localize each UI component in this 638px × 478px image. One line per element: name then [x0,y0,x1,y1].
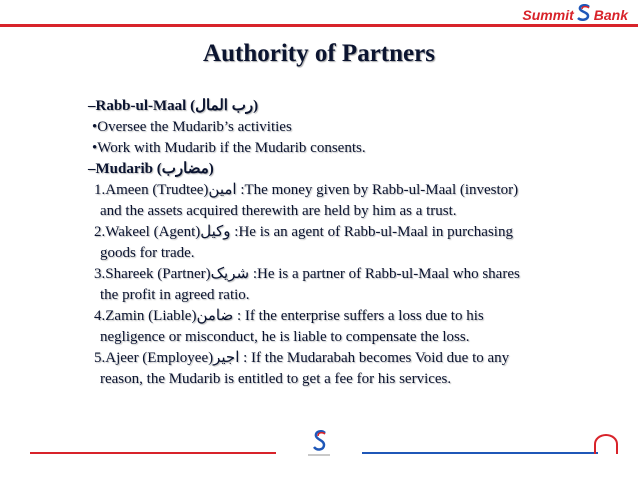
summit-s-icon [576,4,592,25]
slide-title: Authority of Partners [203,40,435,67]
list-item: 1.Ameen (Trudtee)امين :The money given by Rabb-ul-Maal (investor) [94,182,519,198]
list-item: 4.Zamin (Liable)ضامن : If the enterprise suffers a loss due to his [94,308,484,324]
footer-logo-caption [308,454,330,456]
slide-body [88,96,608,390]
footer-red-rule [30,452,276,454]
corner-arc-decoration [594,434,618,454]
heading-mudarib: –Mudarib (مضارب) [88,161,214,177]
list-item-continuation: goods for trade. [100,245,195,261]
list-item: 2.Wakeel (Agent)وکيل :He is an agent of Rabb-ul-Maal in purchasing [94,224,513,240]
brand-name-part1: Summit [522,6,574,23]
brand-name-part2: Bank [593,6,628,23]
list-item: •Work with Mudarib if the Mudarib consents. [92,140,366,156]
summit-bank-logo [522,4,628,25]
list-item-continuation: and the assets acquired therewith are held by him as a trust. [100,203,457,219]
list-item-continuation: reason, the Mudarib is entitled to get a fee for his services. [100,371,452,387]
list-item-continuation: negligence or misconduct, he is liable to compensate the loss. [100,329,470,345]
footer-blue-rule [362,452,598,454]
list-item: 3.Shareek (Partner)شريک :He is a partner of Rabb-ul-Maal who shares [94,266,520,282]
list-item: •Oversee the Mudarib’s activities [92,119,292,135]
heading-rabb-ul-maal: –Rabb-ul-Maal (رب المال) [88,98,259,114]
list-item-continuation: the profit in agreed ratio. [100,287,250,303]
list-item: 5.Ajeer (Employee)اجير : If the Mudarabah becomes Void due to any [94,350,510,366]
summit-s-icon [312,430,328,457]
